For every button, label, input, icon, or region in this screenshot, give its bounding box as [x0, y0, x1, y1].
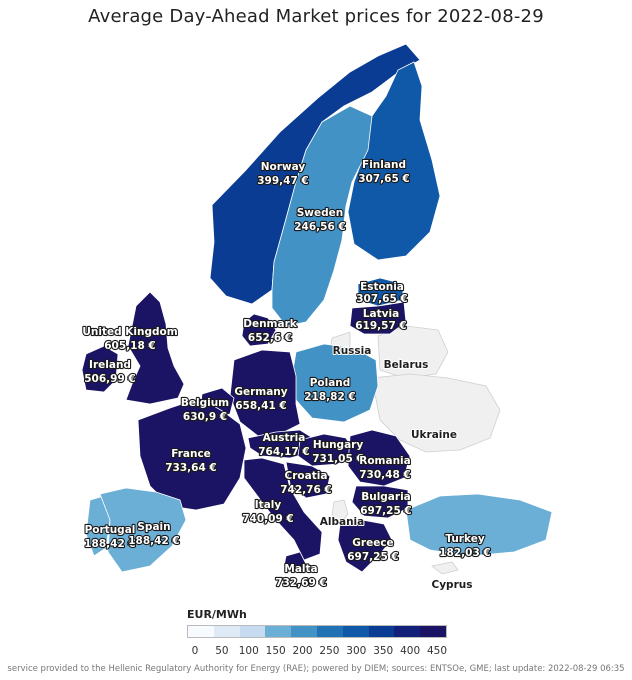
label-name-turkey: Turkey — [445, 533, 485, 545]
legend-swatch — [291, 626, 317, 637]
label-name-estonia: Estonia — [360, 281, 404, 293]
label-russia: Russia — [332, 345, 372, 357]
label-price-portugal: 188,42 € — [84, 538, 136, 550]
label-name-bulgaria: Bulgaria — [361, 491, 411, 503]
legend-swatch — [317, 626, 343, 637]
label-price-norway: 399,47 € — [257, 175, 309, 187]
legend-swatch — [265, 626, 291, 637]
label-name-denmark: Denmark — [243, 318, 297, 330]
legend-swatch — [240, 626, 266, 637]
label-name-ireland: Ireland — [89, 359, 131, 371]
label-price-greece: 697,25 € — [347, 551, 399, 563]
label-price-malta: 732,69 € — [275, 577, 327, 589]
label-price-spain: 188,42 € — [128, 535, 180, 547]
legend-tick-label: 400 — [400, 645, 421, 657]
label-name-austria: Austria — [262, 432, 306, 444]
legend-swatch — [369, 626, 395, 637]
legend-tick-label: 450 — [426, 645, 448, 657]
label-price-united-kingdom: 605,18 € — [104, 340, 156, 352]
label-name-hungary: Hungary — [312, 439, 364, 451]
label-name-france: France — [171, 448, 211, 460]
label-price-turkey: 182,03 € — [439, 547, 491, 559]
label-name-croatia: Croatia — [284, 470, 328, 482]
label-name-spain: Spain — [137, 521, 171, 533]
label-name-sweden: Sweden — [296, 207, 344, 219]
label-name-greece: Greece — [352, 537, 394, 549]
label-ukraine: Ukraine — [411, 429, 457, 441]
legend-ticks — [187, 645, 448, 659]
label-price-denmark: 652,6 € — [247, 332, 293, 344]
legend-tick-label: 0 — [191, 645, 199, 657]
label-name-united-kingdom: United Kingdom — [82, 326, 178, 338]
label-price-ireland: 506,99 € — [84, 373, 136, 385]
label-albania: Albania — [319, 516, 365, 528]
legend-tick-label: 300 — [346, 645, 367, 657]
label-name-poland: Poland — [309, 377, 351, 389]
label-price-belgium: 630,9 € — [182, 411, 228, 423]
map-title: Average Day-Ahead Market prices for 2022-08-29 — [88, 6, 544, 27]
label-price-italy: 740,09 € — [242, 513, 294, 525]
label-belarus: Belarus — [383, 359, 429, 371]
legend-swatch — [343, 626, 369, 637]
legend-swatch — [214, 626, 240, 637]
legend-color-scale — [187, 625, 447, 638]
legend-swatch — [188, 626, 214, 637]
label-price-france: 733,64 € — [165, 462, 217, 474]
label-price-hungary: 731,05 € — [312, 453, 364, 465]
label-price-sweden: 246,56 € — [294, 221, 346, 233]
label-name-norway: Norway — [260, 161, 306, 173]
label-price-finland: 307,65 € — [358, 173, 410, 185]
europe-price-map — [0, 34, 632, 600]
label-name-portugal: Portugal — [84, 524, 136, 536]
legend-tick-label: 50 — [215, 645, 229, 657]
label-cyprus: Cyprus — [431, 579, 473, 591]
legend-tick-label: 200 — [292, 645, 313, 657]
label-name-finland: Finland — [362, 159, 406, 171]
label-name-belgium: Belgium — [180, 397, 230, 409]
label-name-latvia: Latvia — [362, 308, 400, 320]
region-cyprus — [432, 562, 458, 574]
label-name-romania: Romania — [359, 455, 411, 467]
label-price-bulgaria: 697,25 € — [360, 505, 412, 517]
label-price-latvia: 619,57 € — [355, 320, 407, 332]
legend-swatch — [420, 626, 446, 637]
label-price-croatia: 742,76 € — [280, 484, 332, 496]
label-name-germany: Germany — [234, 386, 288, 398]
label-name-italy: Italy — [254, 499, 282, 511]
label-price-austria: 764,17 € — [258, 446, 310, 458]
legend-title: EUR/MWh — [187, 608, 247, 621]
legend-tick-label: 250 — [319, 645, 340, 657]
legend-tick-label: 350 — [373, 645, 394, 657]
label-price-poland: 218,82 € — [304, 391, 356, 403]
footer-credits: service provided to the Hellenic Regulatory Authority for Energy (RAE); powered by DIEM; sources: ENTSOe, GME; last update: 2022-08-29 06:35 — [7, 664, 625, 674]
label-price-romania: 730,48 € — [359, 469, 411, 481]
legend-tick-label: 100 — [238, 645, 259, 657]
legend-swatch — [394, 626, 420, 637]
label-name-malta: Malta — [284, 563, 318, 575]
label-price-estonia: 307,65 € — [356, 293, 408, 305]
label-price-germany: 658,41 € — [235, 400, 287, 412]
legend-tick-label: 150 — [265, 645, 286, 657]
